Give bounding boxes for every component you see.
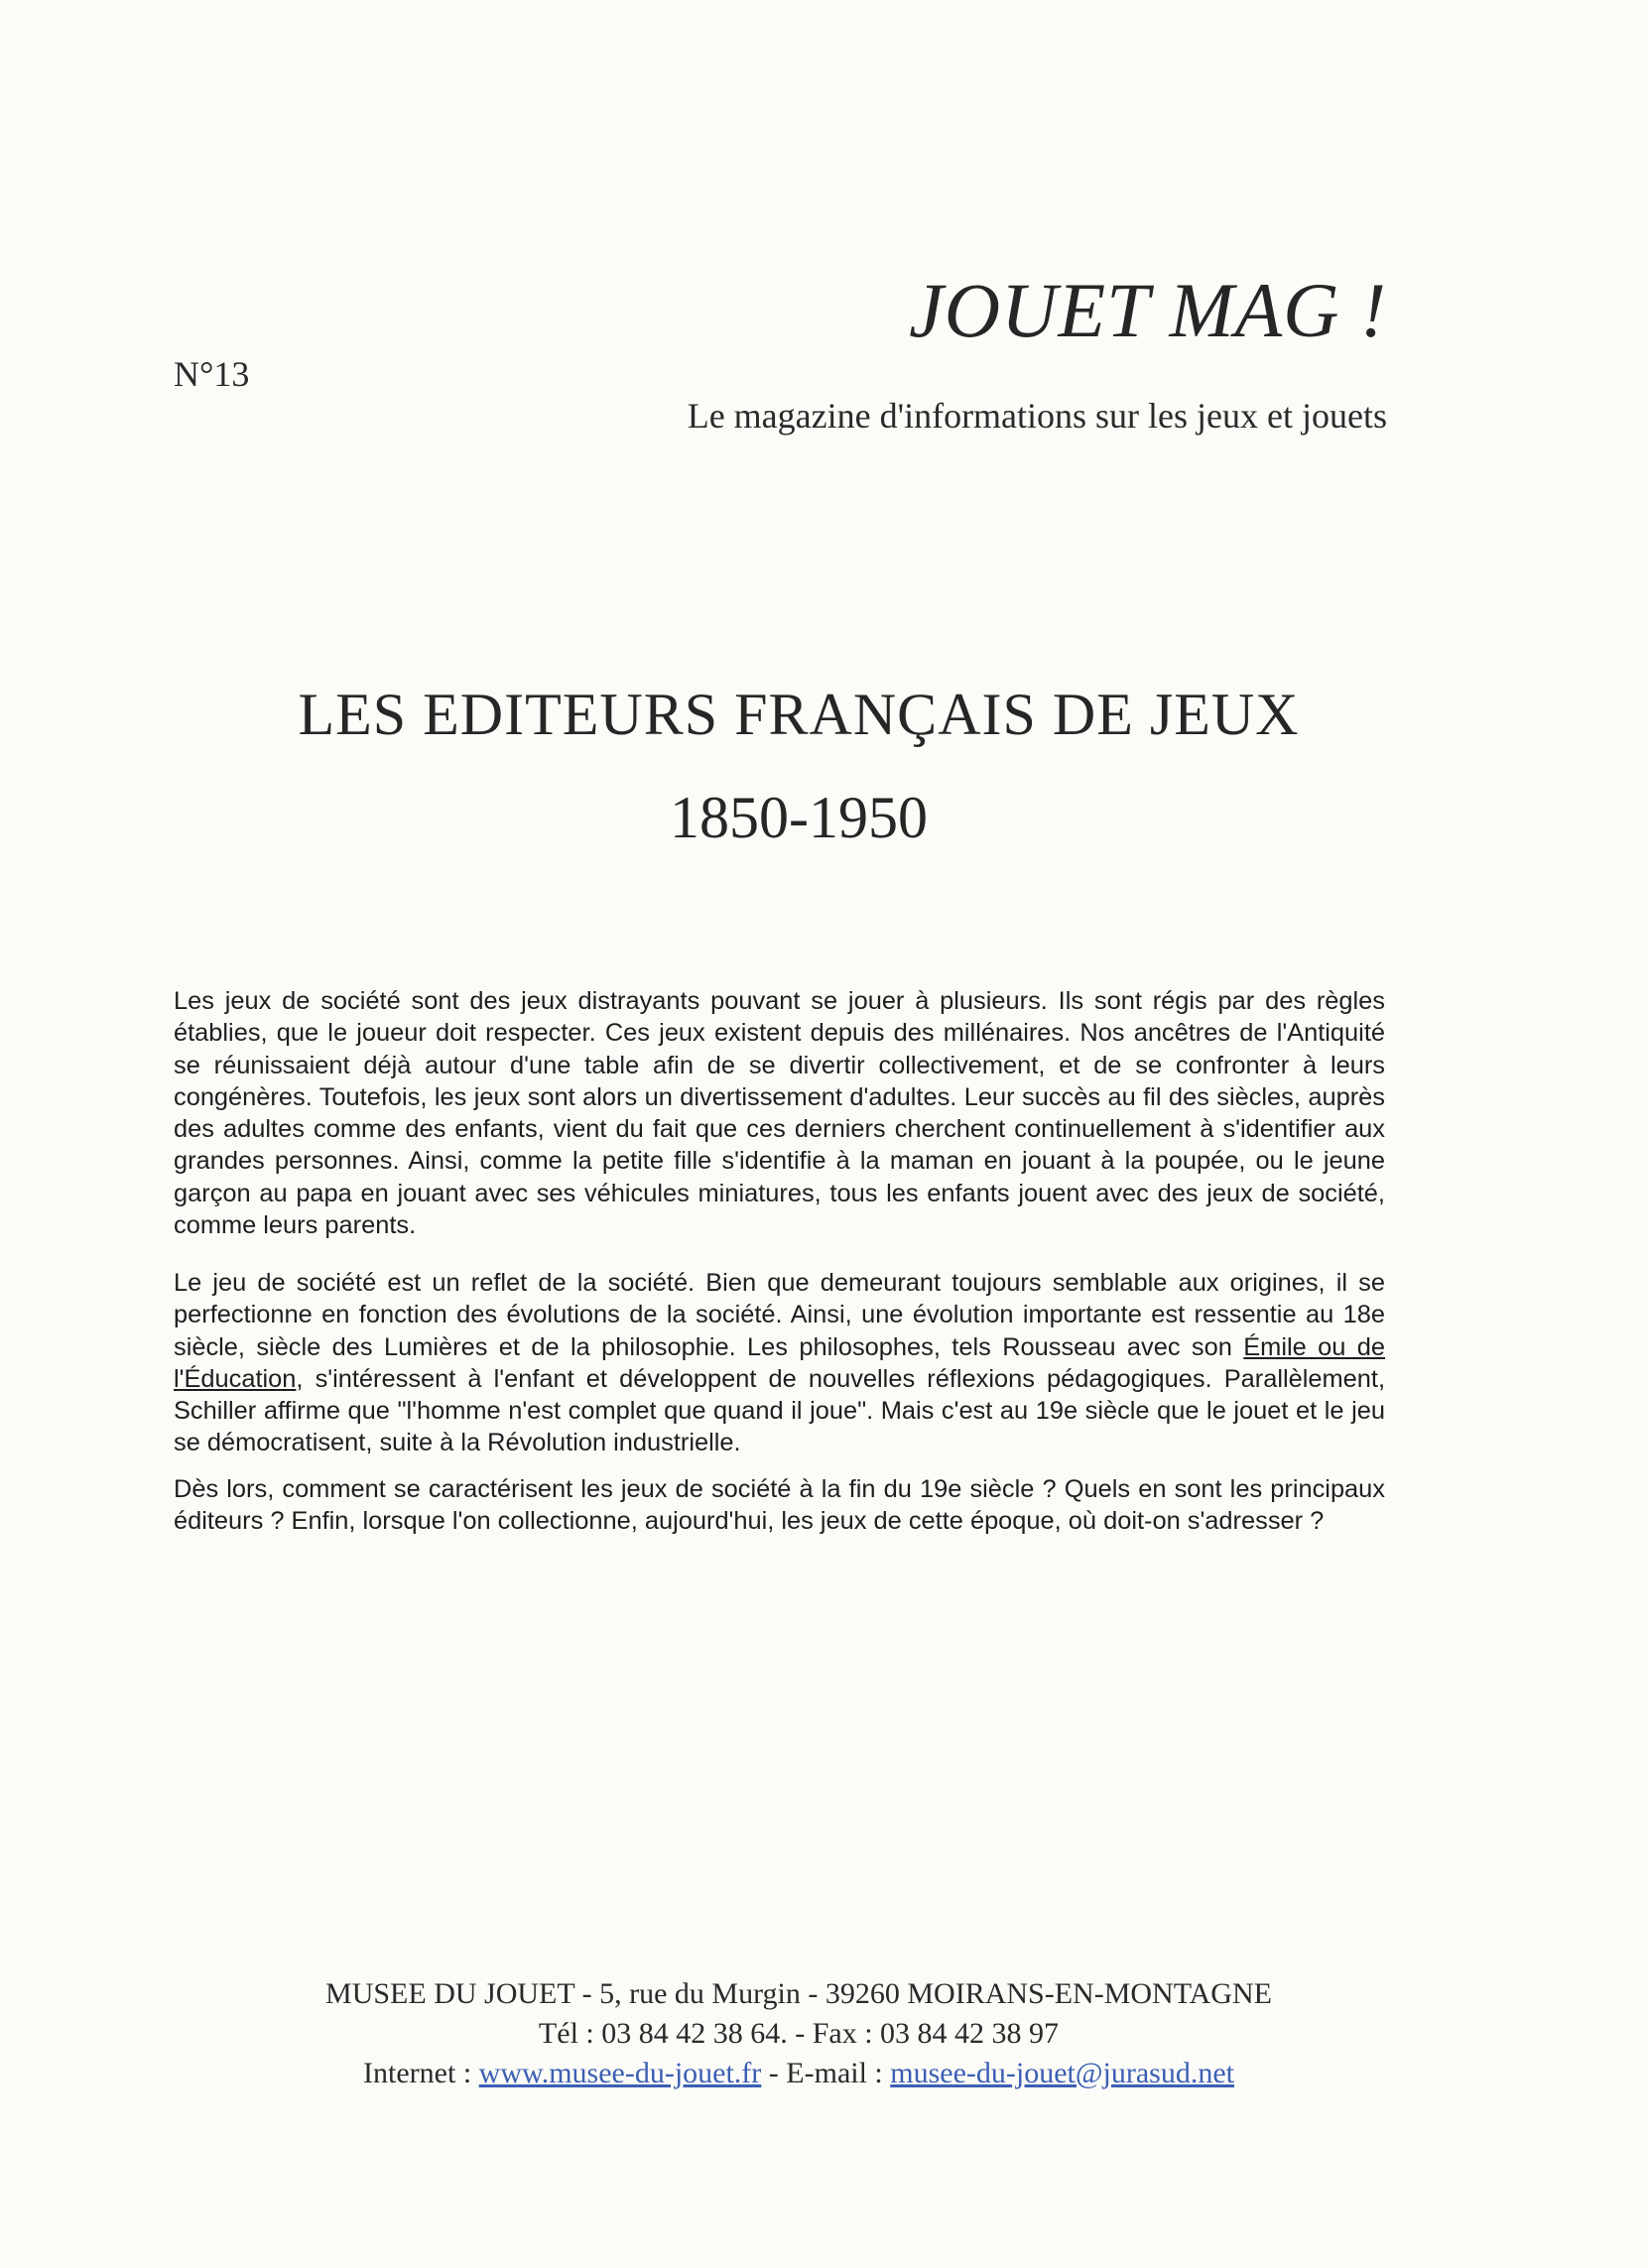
footer-phone-fax: Tél : 03 84 42 38 64. - Fax : 03 84 42 38 97 [538,2017,1060,2050]
footer-address-line [0,1974,1597,2014]
magazine-subtitle: Le magazine d'informations sur les jeux et jouets [687,396,1387,436]
article-years: 1850-1950 [670,785,928,850]
paragraph-intro: Les jeux de société sont des jeux distrayants pouvant se jouer à plusieurs. Ils sont régis par des règles établies, que le joueur doit respecter. Ces jeux existent depuis des millénaires. Nos ancêtres de l'Antiquité se réunissaient déjà autour d'une table afin de se divertir collectivement, et de se confronter à leurs congénères. Toutefois, les jeux sont alors un divertissement d'adultes. Leur succès au fil des siècles, auprès des adultes comme des enfants, vient du fait que ces derniers cherchent continuellement à s'identifier aux grandes personnes. Ainsi, comme la petite fille s'identifie à la maman en jouant à la poupée, ou le jeune garçon au papa en jouant avec ses véhicules miniatures, tous les enfants jouent avec des jeux de société, comme leurs parents. [174,987,1385,1240]
paragraph-history [174,1267,1385,1459]
article-title: LES EDITEURS FRANÇAIS DE JEUX [298,682,1300,747]
paragraph-history-text-after: , s'intéressent à l'enfant et développent de nouvelles réflexions pédagogiques. Parallèlement, Schiller affirme que "l'homme n'est complet que quand il joue". Mais c'est au 19e siècle que le jouet et le jeu se démocratisent, suite à la Révolution industrielle. [174,1364,1385,1457]
book-title: Émile ou de l'Éducation [174,1332,1385,1393]
issue-number: N°13 [174,354,250,394]
website-link[interactable]: www.musee-du-jouet.fr [478,2057,762,2089]
paragraph-history-text-before: Le jeu de société est un reflet de la société. Bien que demeurant toujours semblable aux origines, il se perfectionne en fonction des évolutions de la société. Ainsi, une évolution importante est ressentie au 18e siècle, siècle des Lumières et de la philosophie. Les philosophes, tels Rousseau avec son [174,1269,1385,1361]
museum-name: MUSEE DU JOUET [325,1977,575,2010]
internet-label: Internet : [363,2057,479,2089]
paragraph-questions: Dès lors, comment se caractérisent les jeux de société à la fin du 19e siècle ? Quels en sont les principaux éditeurs ? Enfin, lorsque l'on collectionne, aujourd'hui, les jeux de cette époque, où doit-on s'adresser ? [174,1475,1385,1536]
email-link[interactable]: musee-du-jouet@jurasud.net [890,2057,1234,2089]
footer-contact-line [0,2054,1597,2093]
magazine-title: JOUET MAG ! [909,267,1387,353]
email-label: - E-mail : [761,2057,891,2089]
museum-address: - 5, rue du Murgin - 39260 MOIRANS-EN-MONTAGNE [574,1977,1272,2010]
